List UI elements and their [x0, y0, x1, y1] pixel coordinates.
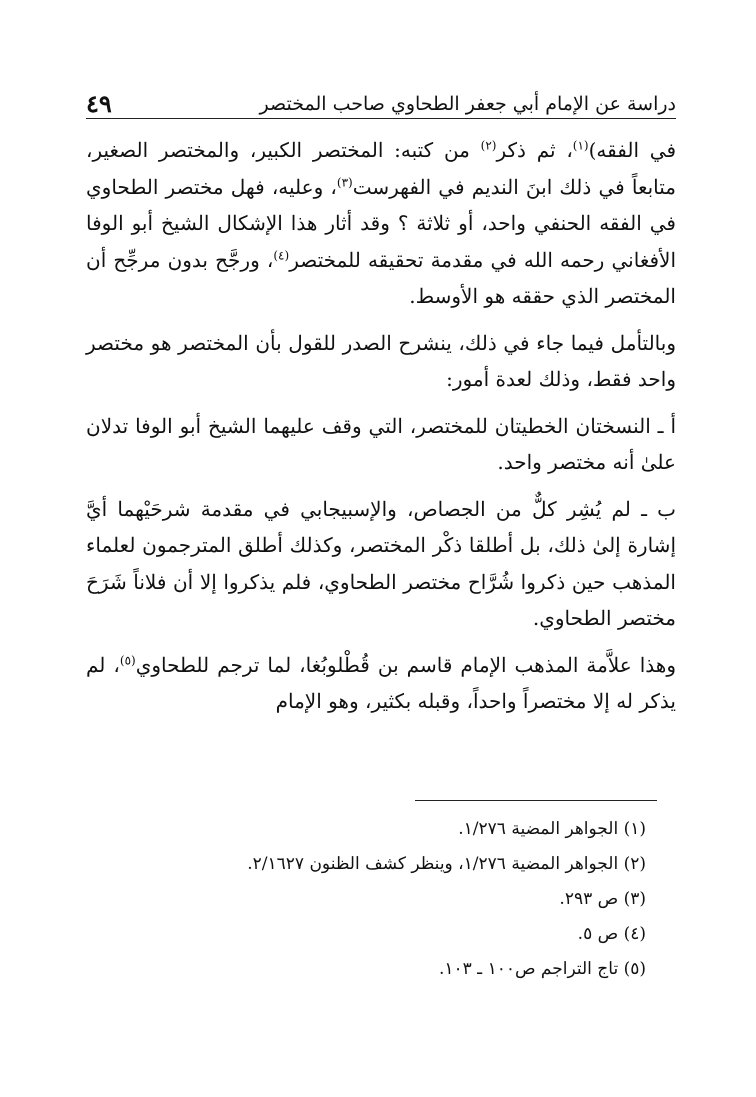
- footnote-ref-3: (٣): [336, 174, 353, 189]
- footnote-ref-2: (٢): [480, 138, 497, 153]
- main-text: [86, 132, 676, 730]
- footnote-ref-5: (٥): [119, 652, 136, 667]
- paragraph-4: ب ـ لم يُشِر كلٌّ من الجصاص، والإسبيجابي في مقدمة شرحَيْهما أيَّ إشارة إلىٰ ذلك، بل أطلقا ذكْر المختصر، وكذلك أطلق المترجمون لعلماء المذهب حين ذكروا شُرَّاح مختصر الطحاوي، فلم يذكروا إلا أن فلاناً شَرَحَ مختصر الطحاوي.: [86, 496, 676, 630]
- footnote-5: (٥) تاج التراجم ص١٠٠ ـ ١٠٣.: [438, 959, 646, 979]
- page-header: [86, 82, 676, 118]
- footnote-4: (٤) ص ٥.: [577, 924, 646, 944]
- text-run: في الفقه): [588, 138, 676, 162]
- text-run: وهذا علاَّمة المذهب الإمام قاسم بن قُطْلوبُغا، لما ترجم للطحاوي: [135, 652, 676, 677]
- paragraph-5: [86, 647, 676, 720]
- footnote-ref-4: (٤): [273, 247, 290, 262]
- text-run: ، وعليه، فهل مختصر الطحاوي في الفقه الحنفي واحد، أو ثلاثة ؟ وقد أثار هذا الإشكال الشيخ أبو الوفا الأفغاني رحمه الله في مقدمة تحقيقه للمختصر: [86, 174, 676, 272]
- footnote-1: (١) الجواهر المضية ١/٢٧٦.: [458, 819, 646, 839]
- header-rule: [86, 118, 676, 119]
- footnote-2: (٢) الجواهر المضية ١/٢٧٦، وينظر كشف الظنون ٢/١٦٢٧.: [247, 854, 646, 874]
- footnote-3: (٣) ص ٢٩٣.: [559, 889, 646, 909]
- paragraph-1: [86, 132, 676, 315]
- text-run: ، ورجَّح بدون مرجِّح أن المختصر الذي حققه هو الأوسط.: [86, 247, 676, 308]
- paragraph-3: أ ـ النسختان الخطيتان للمختصر، التي وقف عليهما الشيخ أبو الوفا تدلان علىٰ أنه مختصر واحد.: [86, 413, 676, 474]
- text-run: من كتبه: المختصر الكبير، والمختصر الصغير، متابعاً في ذلك ابنَ النديم في الفهرست: [86, 138, 677, 199]
- text-run: ، لم يذكر له إلا مختصراً واحداً، وقبله بكثير، وهو الإمام: [86, 652, 676, 713]
- text-run: ، ثم ذكر: [496, 138, 573, 162]
- footnote-separator: [415, 800, 657, 801]
- paragraph-2: وبالتأمل فيما جاء في ذلك، ينشرح الصدر للقول بأن المختصر هو مختصر واحد فقط، وذلك لعدة أمور:: [86, 330, 676, 391]
- page-number: ٤٩: [86, 89, 112, 118]
- footnote-ref-1: (١): [572, 138, 589, 153]
- running-title: دراسة عن الإمام أبي جعفر الطحاوي صاحب المختصر: [259, 93, 676, 115]
- footnotes: [86, 812, 646, 987]
